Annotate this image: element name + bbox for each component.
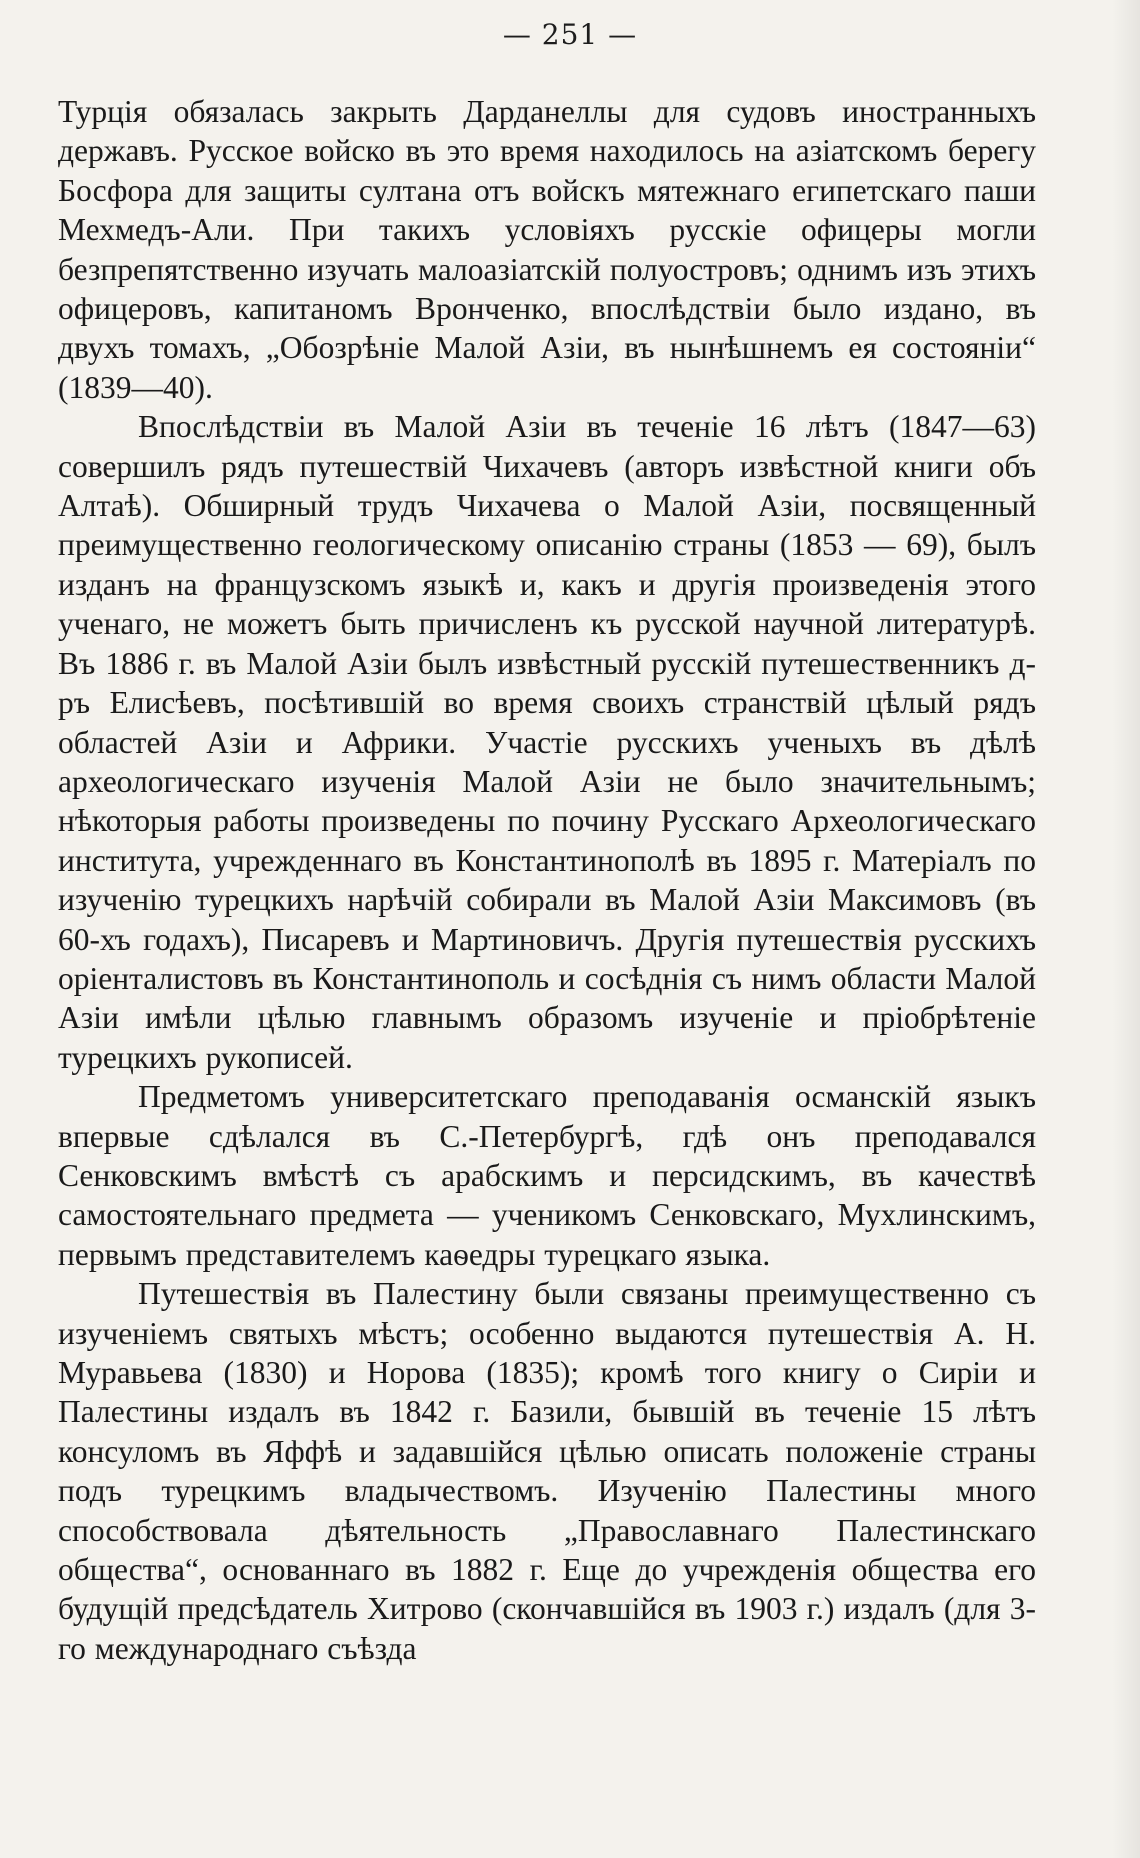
paragraph: Предметомъ университетскаго преподаванія османскій языкъ впервые сдѣлался въ С.-Петербургѣ, гдѣ онъ преподавался Сенковскимъ вмѣстѣ съ арабскимъ и персидскимъ, въ качествѣ самостоятельнаго предмета — ученикомъ Сенковскаго, Мухлинскимъ, первымъ представителемъ каѳедры турецкаго языка.: [58, 1079, 1036, 1272]
page-number: — 251 —: [502, 18, 638, 51]
page-edge-shadow: [1112, 0, 1140, 1858]
paragraph: Впослѣдствіи въ Малой Азіи въ теченіе 16 лѣтъ (1847—63) совершилъ рядъ путешествій Чихачевъ (авторъ извѣстной книги объ Алтаѣ). Обширный трудъ Чихачева о Малой Азіи, посвященный преимущественно геологическому описанію страны (1853 — 69), былъ изданъ на французскомъ языкѣ и, какъ и другія произведенія этого ученаго, не можетъ быть причисленъ къ русской научной литературѣ. Въ 1886 г. въ Малой Азіи былъ извѣстный русскій путешественникъ д-ръ Елисѣевъ, посѣтившій во время своихъ странствій цѣлый рядъ областей Азіи и Африки. Участіе русскихъ ученыхъ въ дѣлѣ археологическаго изученія Малой Азіи не было значительнымъ; нѣкоторыя работы произведены по почину Русскаго Археологическаго института, учрежденнаго въ Константинополѣ въ 1895 г. Матеріалъ по изученію турецкихъ нарѣчій собирали въ Малой Азіи Максимовъ (въ 60-хъ годахъ), Писаревъ и Мартиновичъ. Другія путешествія русскихъ оріенталистовъ въ Константинополь и сосѣднія съ нимъ области Малой Азіи имѣли цѣлью главнымъ образомъ изученіе и пріобрѣтеніе турецкихъ рукописей.: [58, 409, 1036, 1075]
body-text: [58, 92, 1036, 1668]
paragraph: Путешествія въ Палестину были связаны преимущественно съ изученіемъ святыхъ мѣстъ; особенно выдаются путешествія А. Н. Муравьева (1830) и Норова (1835); кромѣ того книгу о Сиріи и Палестины издалъ въ 1842 г. Базили, бывшій въ теченіе 15 лѣтъ консуломъ въ Яффѣ и задавшійся цѣлью описать положеніе страны подъ турецкимъ владычествомъ. Изученію Палестины много способствовала дѣятельность „Православнаго Палестинскаго общества“, основаннаго въ 1882 г. Еще до учрежденія общества его будущій предсѣдатель Хитрово (скончавшійся въ 1903 г.) издалъ (для 3-го международнаго съѣзда: [58, 1276, 1036, 1666]
paragraph-continued: Турція обязалась закрыть Дарданеллы для судовъ иностранныхъ державъ. Русское войско въ это время находилось на азіатскомъ берегу Босфора для защиты султана отъ войскъ мятежнаго египетскаго паши Мехмедъ-Али. При такихъ условіяхъ русскіе офицеры могли безпрепятственно изучать малоазіатскій полуостровъ; однимъ изъ этихъ офицеровъ, капитаномъ Вронченко, впослѣдствіи было издано, въ двухъ томахъ, „Обозрѣніе Малой Азіи, въ нынѣшнемъ ея состояніи“ (1839—40).: [58, 94, 1036, 405]
